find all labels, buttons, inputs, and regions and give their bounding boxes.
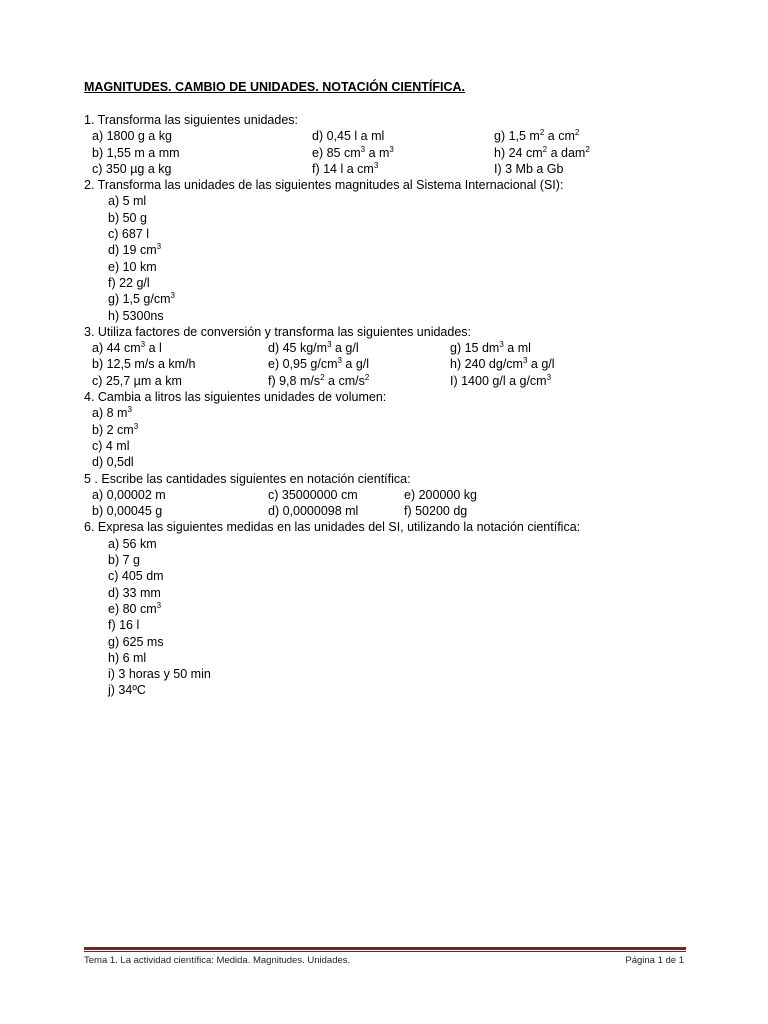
q6-item: d) 33 mm: [108, 585, 161, 600]
q3-item-g: g) 15 $dm^3$ a ml: [450, 340, 531, 356]
footer-title: Tema 1. La actividad científica: Medida. Magnitudes. Unidades.: [84, 955, 351, 966]
q5-item-d: d) 0,0000098 ml: [268, 504, 359, 519]
page-number: Página 1 de 1: [625, 955, 684, 966]
q3-item-a: a) 44 $cm^3$ a l: [92, 340, 162, 356]
q6-item: j) 34ºC: [108, 683, 146, 698]
question-3-row-1: [84, 340, 704, 356]
q3-item-c: c) 25,7 µm a km: [92, 373, 182, 388]
q4-item: c) 4 ml: [92, 438, 130, 453]
document-body: [84, 79, 704, 699]
q2-item: b) 50 g: [108, 210, 147, 225]
q1-item-b: b) 1,55 m a mm: [92, 145, 180, 160]
question-6-heading: 6. Expresa las siguientes medidas en las unidades del SI, utilizando la notación científica:: [84, 520, 581, 535]
q3-item-d: d) 45 $kg/m^3$ a g/l: [268, 340, 359, 356]
q3-item-b: b) 12,5 m/s a km/h: [92, 357, 196, 372]
q1-item-f: f) 14 l a $cm^3$: [312, 160, 379, 176]
footer-divider: [84, 947, 686, 950]
q5-item-f: f) 50200 dg: [404, 504, 468, 519]
q2-item: f) 22 g/l: [108, 275, 150, 290]
q1-item-g: g) 1,5 $m^2$ a $cm^2$: [494, 128, 580, 144]
q2-item: h) 5300ns: [108, 308, 164, 323]
q4-item: a) 8 $m^3$: [92, 405, 132, 421]
q5-item-e: e) 200000 kg: [404, 487, 477, 502]
q6-item: h) 6 ml: [108, 650, 147, 665]
q1-item-e: e) 85 $cm^3$ a $m^3$: [312, 144, 394, 160]
q3-item-i: I) 1400 g/l a $g/cm^3$: [450, 372, 552, 388]
question-5-row-2: [84, 503, 704, 519]
q2-item: d) 19 $cm^3$: [108, 242, 162, 258]
q3-item-f: f) 9,8 $m/s^2$ a $cm/s^2$: [268, 372, 370, 388]
q2-item: g) 1,5 $g/cm^3$: [108, 291, 175, 307]
question-3-row-2: [84, 356, 704, 372]
q5-item-a: a) 0,00002 m: [92, 487, 166, 502]
footer-divider-thin: [84, 951, 686, 952]
question-3-heading: 3. Utiliza factores de conversión y transforma las siguientes unidades:: [84, 324, 471, 339]
q1-item-a: a) 1800 g a kg: [92, 129, 172, 144]
question-1-heading: 1. Transforma las siguientes unidades:: [84, 113, 299, 127]
q6-item: e) 80 $cm^3$: [108, 600, 162, 616]
q6-item: i) 3 horas y 50 min: [108, 667, 211, 682]
q6-item: b) 7 g: [108, 553, 140, 568]
q6-item: c) 405 dm: [108, 569, 164, 584]
q2-item: c) 687 l: [108, 227, 149, 242]
q3-item-e: e) 0,95 $g/cm^3$ a g/l: [268, 356, 370, 372]
question-1-row-3: [84, 161, 704, 177]
question-2-heading: 2. Transforma las unidades de las siguientes magnitudes al Sistema Internacional (SI):: [84, 178, 564, 193]
question-4-heading: 4. Cambia a litros las siguientes unidades de volumen:: [84, 390, 387, 405]
q3-item-h: h) 240 $dg/cm^3$ a g/l: [450, 356, 555, 372]
q6-item: f) 16 l: [108, 618, 140, 633]
question-3-row-3: [84, 373, 704, 389]
q1-item-c: c) 350 µg a kg: [92, 161, 172, 176]
q5-item-c: c) 35000000 cm: [268, 487, 358, 502]
q2-item: e) 10 km: [108, 259, 157, 274]
q4-item: b) 2 $cm^3$: [92, 421, 139, 437]
q5-item-b: b) 0,00045 g: [92, 504, 163, 519]
q2-item: a) 5 ml: [108, 194, 147, 209]
q1-item-d: d) 0,45 l a ml: [312, 129, 385, 144]
q1-item-i: I) 3 Mb a Gb: [494, 161, 564, 176]
page-title: MAGNITUDES. CAMBIO DE UNIDADES. NOTACIÓN CIENTÍFICA.: [84, 80, 466, 94]
question-5-heading: 5 . Escribe las cantidades siguientes en notación científica:: [84, 471, 411, 486]
q6-item: g) 625 ms: [108, 634, 164, 649]
q1-item-h: h) 24 $cm^2$ a dam$^2$: [494, 144, 590, 160]
question-5-row-1: [84, 487, 704, 503]
question-1-row-2: [84, 145, 704, 161]
q4-item: d) 0,5dl: [92, 455, 134, 470]
question-1-row-1: [84, 128, 704, 144]
q6-item: a) 56 km: [108, 536, 157, 551]
